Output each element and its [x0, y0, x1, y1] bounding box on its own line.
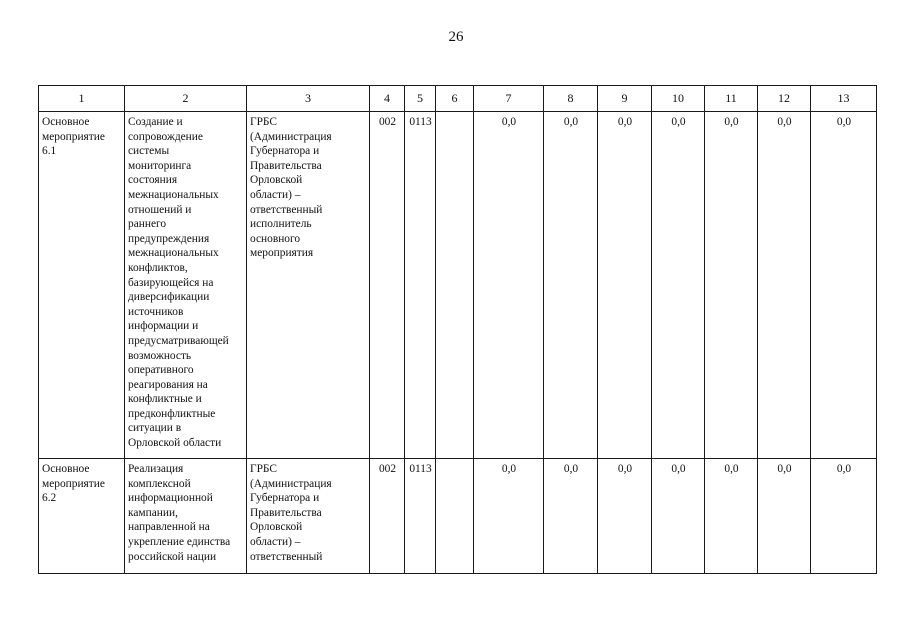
- amount-cell: [544, 459, 598, 574]
- amount-cell: [652, 112, 705, 459]
- amount-value: 0,0: [836, 463, 852, 475]
- column-number-header-cell: 3: [247, 86, 370, 112]
- amount-value: 0,0: [724, 463, 739, 475]
- amount-value: 0,0: [777, 116, 792, 128]
- event-description-text: Реализация комплексной информационной кампании, направленной на укрепление единства российской нации: [128, 463, 231, 563]
- code-value: [436, 459, 473, 462]
- code-value: 0113: [409, 463, 432, 475]
- code-cell: [370, 459, 405, 574]
- code-value: 0113: [409, 116, 432, 128]
- responsible-cell: [247, 459, 370, 574]
- amount-value: 0,0: [501, 116, 517, 128]
- amount-cell: [474, 112, 544, 459]
- responsible-text: ГРБС (Администрация Губернатора и Правительства Орловской области) – ответственный: [250, 463, 332, 563]
- amount-cell: [705, 112, 758, 459]
- amount-value: 0,0: [617, 463, 633, 475]
- column-number-header-cell: 8: [544, 86, 598, 112]
- amount-value: 0,0: [563, 116, 579, 128]
- event-name-text: Основное мероприятие 6.1: [42, 116, 105, 158]
- code-cell: [436, 459, 474, 574]
- responsible-cell: [247, 112, 370, 459]
- event-name-cell: [39, 112, 125, 459]
- column-number-header-cell: 9: [598, 86, 652, 112]
- column-number-header-cell: 1: [39, 86, 125, 112]
- page-number: 26: [448, 29, 464, 45]
- event-name-text: Основное мероприятие 6.2: [42, 463, 105, 505]
- event-description-cell: [125, 459, 247, 574]
- amount-cell: [811, 459, 877, 574]
- column-number-header-cell: 10: [652, 86, 705, 112]
- column-number-header-cell: 11: [705, 86, 758, 112]
- responsible-text: ГРБС (Администрация Губернатора и Правительства Орловской области) – ответственный исполнитель основного мероприятия: [250, 116, 332, 260]
- code-cell: [436, 112, 474, 459]
- amount-cell: [598, 112, 652, 459]
- amount-cell: [705, 459, 758, 574]
- event-description-cell: [125, 112, 247, 459]
- column-number-header-cell: 13: [811, 86, 877, 112]
- amount-value: 0,0: [724, 116, 739, 128]
- budget-table: [38, 85, 877, 574]
- code-value: 002: [378, 463, 397, 475]
- code-cell: [405, 459, 436, 574]
- column-number-header-row: [39, 86, 877, 112]
- code-cell: [370, 112, 405, 459]
- amount-cell: [652, 459, 705, 574]
- amount-cell: [758, 459, 811, 574]
- table-row: [39, 112, 877, 459]
- amount-value: 0,0: [617, 116, 633, 128]
- code-value: [436, 112, 473, 115]
- amount-cell: [544, 112, 598, 459]
- amount-cell: [811, 112, 877, 459]
- code-cell: [405, 112, 436, 459]
- column-number-header-cell: 6: [436, 86, 474, 112]
- amount-cell: [758, 112, 811, 459]
- column-number-header-cell: 7: [474, 86, 544, 112]
- amount-value: 0,0: [836, 116, 852, 128]
- amount-value: 0,0: [563, 463, 579, 475]
- column-number-header-cell: 12: [758, 86, 811, 112]
- event-description-text: Создание и сопровождение системы мониторинга состояния межнациональных отношений и раннего предупреждения межнациональных конфликтов, базирующейся на диверсификации источников информации и предусматривающей возможность оперативного реагирования на конфликтные и предконфликтные ситуации в Орловской области: [128, 116, 229, 450]
- column-number-header-cell: 2: [125, 86, 247, 112]
- amount-cell: [474, 459, 544, 574]
- event-name-cell: [39, 459, 125, 574]
- column-number-header-cell: 4: [370, 86, 405, 112]
- amount-value: 0,0: [501, 463, 517, 475]
- table-row: [39, 459, 877, 574]
- amount-value: 0,0: [671, 116, 686, 128]
- amount-cell: [598, 459, 652, 574]
- column-number-header-cell: 5: [405, 86, 436, 112]
- code-value: 002: [378, 116, 397, 128]
- amount-value: 0,0: [671, 463, 686, 475]
- amount-value: 0,0: [777, 463, 792, 475]
